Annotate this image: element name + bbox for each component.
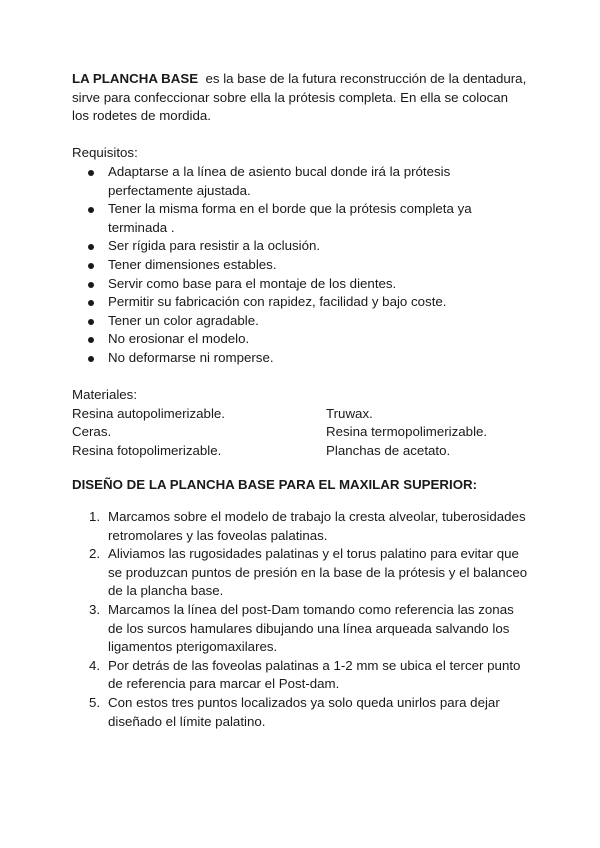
step-item: [72, 545, 528, 601]
material-item: Planchas de acetato.: [326, 442, 451, 458]
list-item: No deformarse ni romperse.: [72, 349, 528, 368]
materiales-row: [72, 405, 528, 424]
material-item: Resina termopolimerizable.: [326, 424, 488, 440]
materiales-label: Materiales:: [72, 387, 138, 403]
materiales-row: [72, 423, 528, 442]
list-item: Tener la misma forma en el borde que la prótesis completa ya terminada .: [72, 200, 528, 237]
intro-text: es la base de la futura reconstrucción de la dentadura, sirve para confeccionar sobre ella la prótesis completa. En ella se colocan los rodetes de mordida.: [72, 71, 527, 124]
step-text: Marcamos sobre el modelo de trabajo la cresta alveolar, tuberosidades retromolares y las foveolas palatinas.: [108, 509, 526, 543]
step-text: Aliviamos las rugosidades palatinas y el torus palatino para evitar que se produzcan puntos de presión en la base de la prótesis y el balanceo de la plancha base.: [108, 546, 528, 599]
material-item: Resina fotopolimerizable.: [72, 442, 222, 458]
step-item: [72, 601, 528, 657]
requisitos-label: Requisitos:: [72, 145, 138, 161]
intro-paragraph: [72, 70, 528, 126]
list-item: Servir como base para el montaje de los dientes.: [72, 275, 528, 294]
step-number: 2.: [89, 546, 101, 562]
step-text: Por detrás de las foveolas palatinas a 1-2 mm se ubica el tercer punto de referencia para marcar el Post-dam.: [108, 657, 521, 692]
list-item: Adaptarse a la línea de asiento bucal donde irá la prótesis perfectamente ajustada.: [72, 163, 528, 200]
list-item: Tener un color agradable.: [72, 312, 528, 331]
material-item: Truwax.: [326, 405, 373, 421]
list-item: No erosionar el modelo.: [72, 330, 528, 349]
step-text: Marcamos la línea del post-Dam tomando como referencia las zonas de los surcos hamulares dibujando una línea arqueada salvando los ligamentos pterigomaxilares.: [108, 602, 514, 655]
diseno-steps: [72, 508, 528, 731]
intro-title: LA PLANCHA BASE: [72, 71, 199, 86]
list-item: Ser rígida para resistir a la oclusión.: [72, 237, 528, 256]
step-number: 1.: [89, 509, 101, 525]
step-number: 4.: [89, 657, 101, 673]
document-page: [72, 70, 528, 731]
material-item: Ceras.: [72, 424, 112, 440]
materiales-row: [72, 442, 528, 461]
step-item: [72, 508, 528, 545]
step-number: 3.: [89, 602, 101, 618]
step-item: [72, 657, 528, 694]
list-item: Permitir su fabricación con rapidez, facilidad y bajo coste.: [72, 293, 528, 312]
step-item: [72, 694, 528, 731]
list-item: Tener dimensiones estables.: [72, 256, 528, 275]
diseno-heading: DISEÑO DE LA PLANCHA BASE PARA EL MAXILAR SUPERIOR:: [72, 477, 478, 493]
step-text: Con estos tres puntos localizados ya solo queda unirlos para dejar diseñado el límite palatino.: [108, 695, 500, 729]
step-number: 5.: [89, 695, 101, 710]
requisitos-list: [72, 163, 528, 368]
material-item: Resina autopolimerizable.: [72, 405, 225, 421]
